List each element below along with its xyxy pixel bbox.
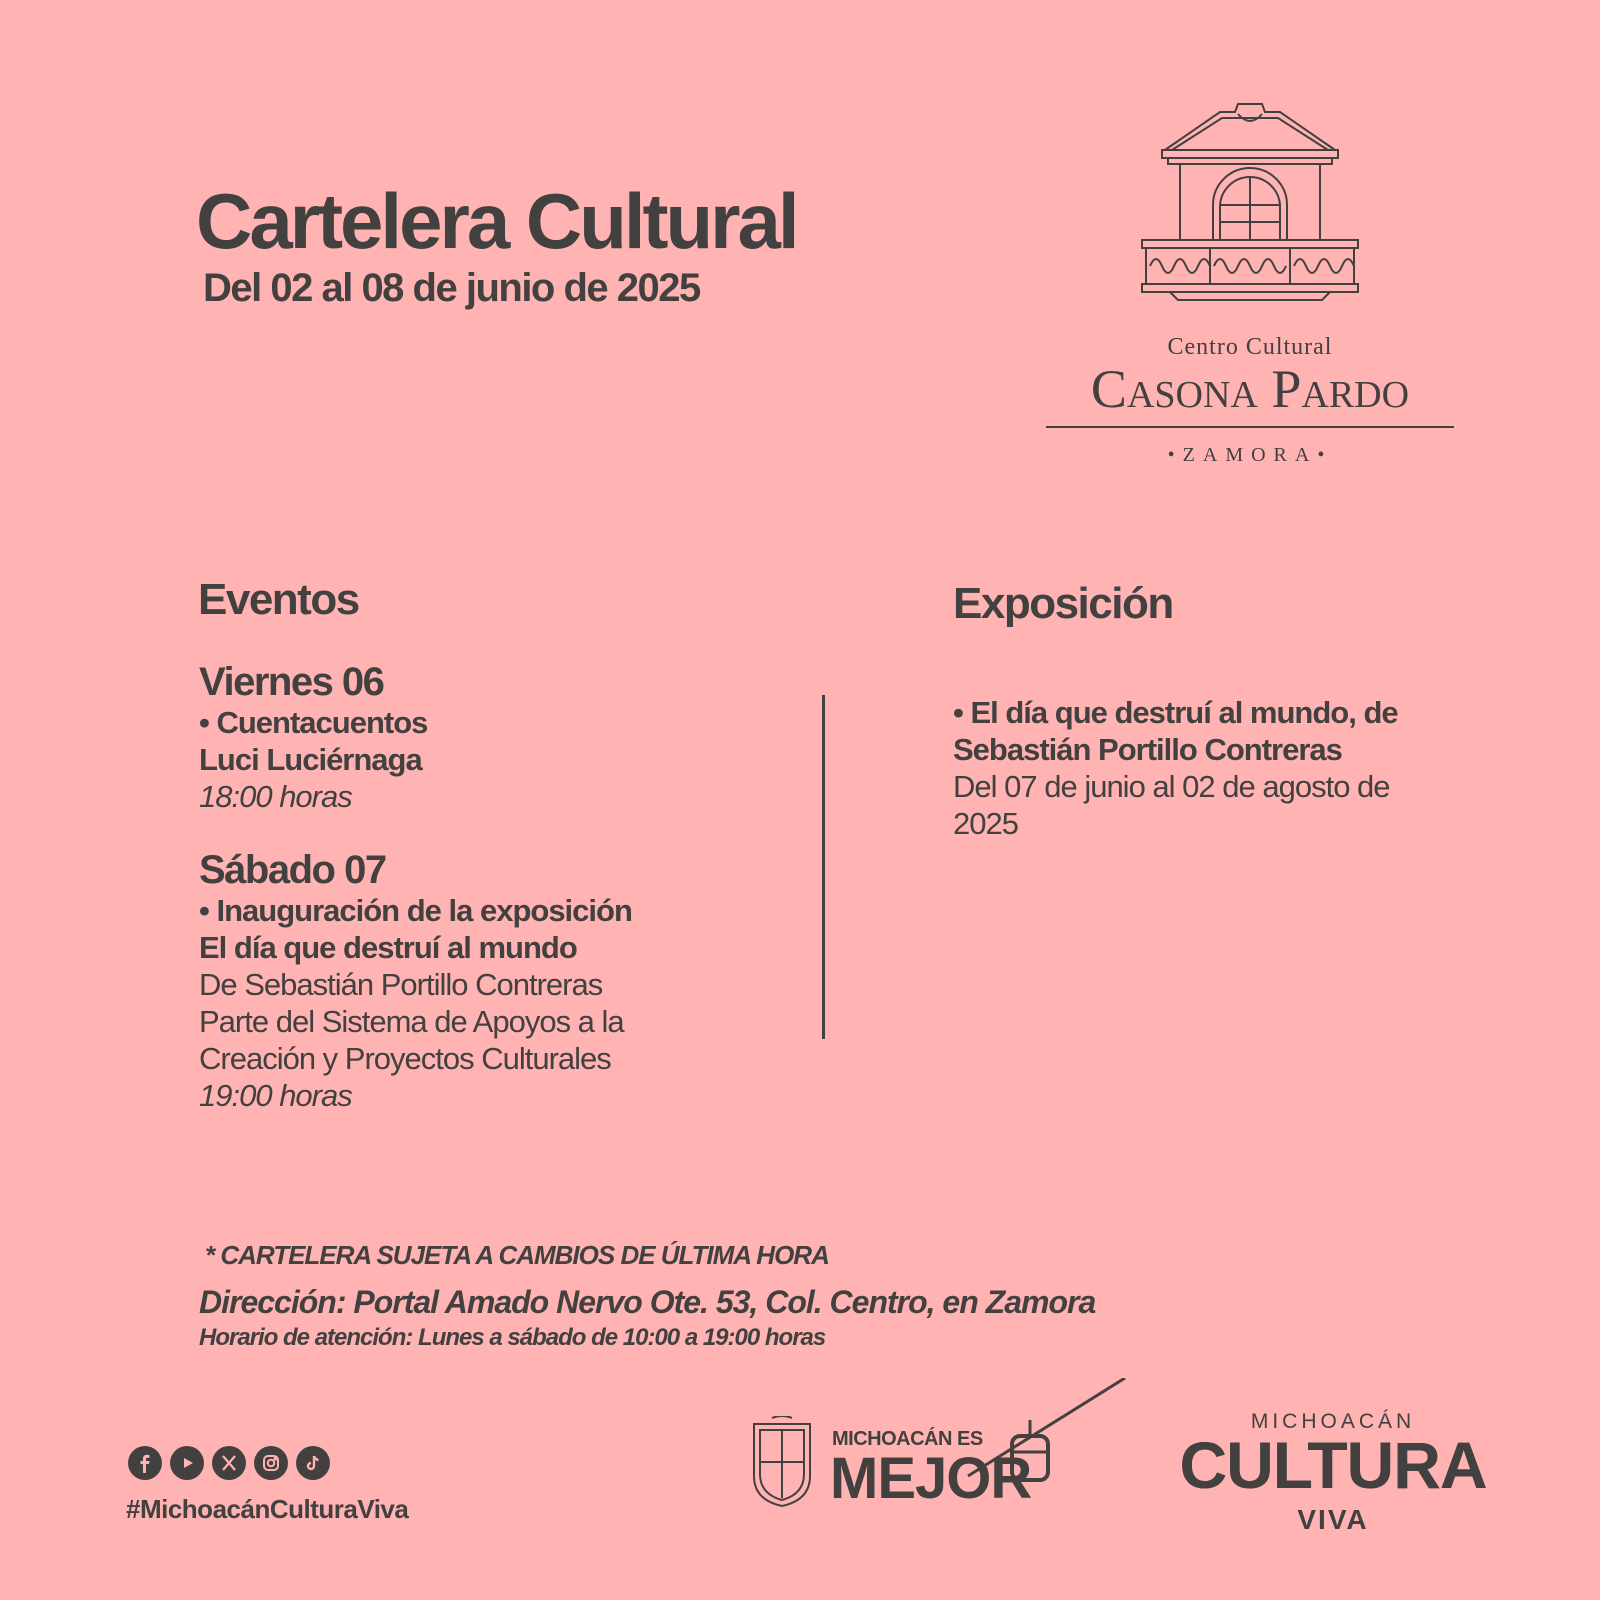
- venue-kicker: Centro Cultural: [1167, 334, 1333, 360]
- balcony-building-icon: [1140, 100, 1360, 310]
- page-title: Cartelera Cultural: [196, 177, 797, 265]
- disclaimer: * CARTELERA SUJETA A CAMBIOS DE ÚLTIMA HORA: [205, 1240, 829, 1270]
- michoacan-cultura-viva-logo: [1168, 1410, 1498, 1540]
- exhibition-dates-line2: 2025: [953, 806, 1018, 841]
- exhibition-item: [953, 694, 1473, 842]
- exhibition-name-line2: Sebastián Portillo Contreras: [953, 732, 1342, 767]
- instagram-icon[interactable]: [254, 1446, 288, 1480]
- youtube-icon[interactable]: [170, 1446, 204, 1480]
- venue-name: Casona Pardo: [1090, 359, 1410, 419]
- exhibition-name-line1: • El día que destruí al mundo, de: [953, 695, 1398, 730]
- event-day: Sábado 07: [199, 848, 386, 892]
- michoacan-es-mejor-logo: [750, 1378, 1130, 1518]
- hashtag: #MichoacánCulturaViva: [126, 1494, 409, 1524]
- event-name-line1: • Cuentacuentos: [199, 705, 428, 740]
- event-day: Viernes 06: [199, 660, 384, 704]
- event-item: [199, 660, 799, 815]
- state-shield-icon: [750, 1416, 814, 1508]
- cultura-logo-main: CULTURA: [1179, 1428, 1487, 1502]
- tiktok-icon[interactable]: [296, 1446, 330, 1480]
- event-name-line1: • Inauguración de la exposición: [199, 893, 632, 928]
- column-divider: [822, 695, 825, 1039]
- event-time: 19:00 horas: [199, 1078, 352, 1113]
- social-icons: [128, 1446, 330, 1480]
- gov-logo-line2: MEJOR: [830, 1446, 1032, 1511]
- facebook-icon[interactable]: [128, 1446, 162, 1480]
- event-name-line2: El día que destruí al mundo: [199, 930, 577, 965]
- venue-rule: [1046, 426, 1454, 428]
- gov-logo-line1: MICHOACÁN ES: [832, 1428, 983, 1450]
- event-detail: Creación y Proyectos Culturales: [199, 1041, 611, 1076]
- cultura-logo-top: MICHOACÁN: [1250, 1410, 1416, 1433]
- cultura-logo-bottom: VIVA: [1297, 1504, 1369, 1535]
- date-range: Del 02 al 08 de junio de 2025: [203, 266, 700, 310]
- exhibition-dates-line1: Del 07 de junio al 02 de agosto de: [953, 769, 1390, 804]
- x-icon[interactable]: [212, 1446, 246, 1480]
- opening-hours: Horario de atención: Lunes a sábado de 10:00 a 19:00 horas: [199, 1324, 826, 1351]
- venue-city: •ZAMORA•: [1167, 444, 1333, 466]
- address: Dirección: Portal Amado Nervo Ote. 53, Col. Centro, en Zamora: [199, 1284, 1096, 1320]
- event-item: [199, 848, 799, 1114]
- events-title: Eventos: [198, 575, 359, 624]
- event-detail: Parte del Sistema de Apoyos a la: [199, 1004, 624, 1039]
- venue-logo: [1030, 100, 1470, 480]
- event-time: 18:00 horas: [199, 779, 352, 814]
- event-name-line2: Luci Luciérnaga: [199, 742, 422, 777]
- exhibition-title: Exposición: [953, 579, 1173, 628]
- event-detail: De Sebastián Portillo Contreras: [199, 967, 603, 1002]
